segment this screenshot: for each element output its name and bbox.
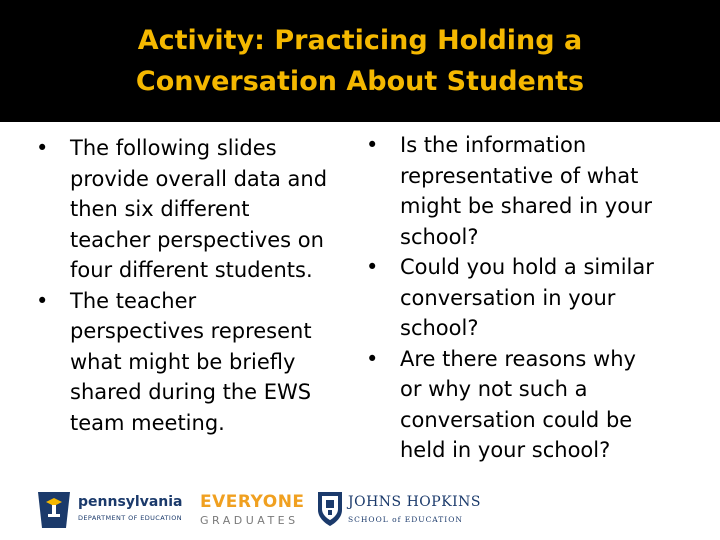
title-bar [0, 0, 720, 122]
bullet-line: provide overall data and [70, 166, 328, 191]
bullet-line: held in your school? [400, 438, 611, 462]
pennsylvania-wordmark: pennsylvania [78, 494, 183, 510]
bullet-line: • The teacher [70, 288, 197, 313]
keystone-icon [34, 488, 74, 532]
bullet-item [34, 286, 354, 439]
everyone-graduates-logo [200, 488, 310, 532]
johns-hopkins-wordmark: JOHNS HOPKINS [348, 494, 482, 510]
bullet-line: school? [400, 224, 479, 249]
bullet-line: perspectives represent [70, 319, 312, 343]
bullet-line: conversation could be [400, 407, 633, 432]
footer-logos [34, 488, 684, 532]
bullet-line: what might be briefly [70, 349, 296, 374]
bullet-line: shared during the EWS [70, 380, 312, 404]
everyone-wordmark: EVERYONE [200, 492, 305, 512]
slide-title-line-1: Activity: Practicing Holding a [137, 25, 583, 56]
graduates-wordmark: GRADUATES [200, 514, 299, 527]
left-column [34, 133, 354, 438]
bullet-line: school? [400, 316, 479, 340]
slide-title-line-2: Conversation About Students [135, 66, 585, 97]
bullet-line: • Are there reasons why [400, 346, 636, 371]
bullet-item [34, 133, 354, 286]
slide-title [20, 20, 700, 102]
bullet-line: then six different [70, 197, 250, 221]
bullet-line: four different students. [70, 258, 313, 282]
bullet-line: or why not such a [400, 377, 588, 401]
bullet-line: teacher perspectives on [70, 227, 324, 252]
bullet-line: conversation in your [400, 285, 616, 310]
bullet-line: might be shared in your [400, 194, 653, 218]
bullet-line: • Could you hold a similar [400, 255, 654, 279]
right-column [364, 130, 694, 466]
bullet-line: representative of what [400, 163, 639, 188]
bullet-line: • Is the information [400, 133, 587, 157]
right-bullet-list [364, 130, 694, 466]
johns-hopkins-subtitle: SCHOOL of EDUCATION [348, 515, 463, 524]
pennsylvania-education-logo [34, 488, 186, 532]
bullet-line: team meeting. [70, 410, 225, 435]
pennsylvania-subtitle: DEPARTMENT OF EDUCATION [78, 514, 183, 522]
johns-hopkins-logo [316, 488, 482, 532]
bullet-item [364, 344, 694, 466]
shield-icon [316, 488, 344, 528]
bullet-item [364, 252, 694, 344]
bullet-line: • The following slides [70, 136, 277, 160]
bullet-item [364, 130, 694, 252]
left-bullet-list [34, 133, 354, 438]
